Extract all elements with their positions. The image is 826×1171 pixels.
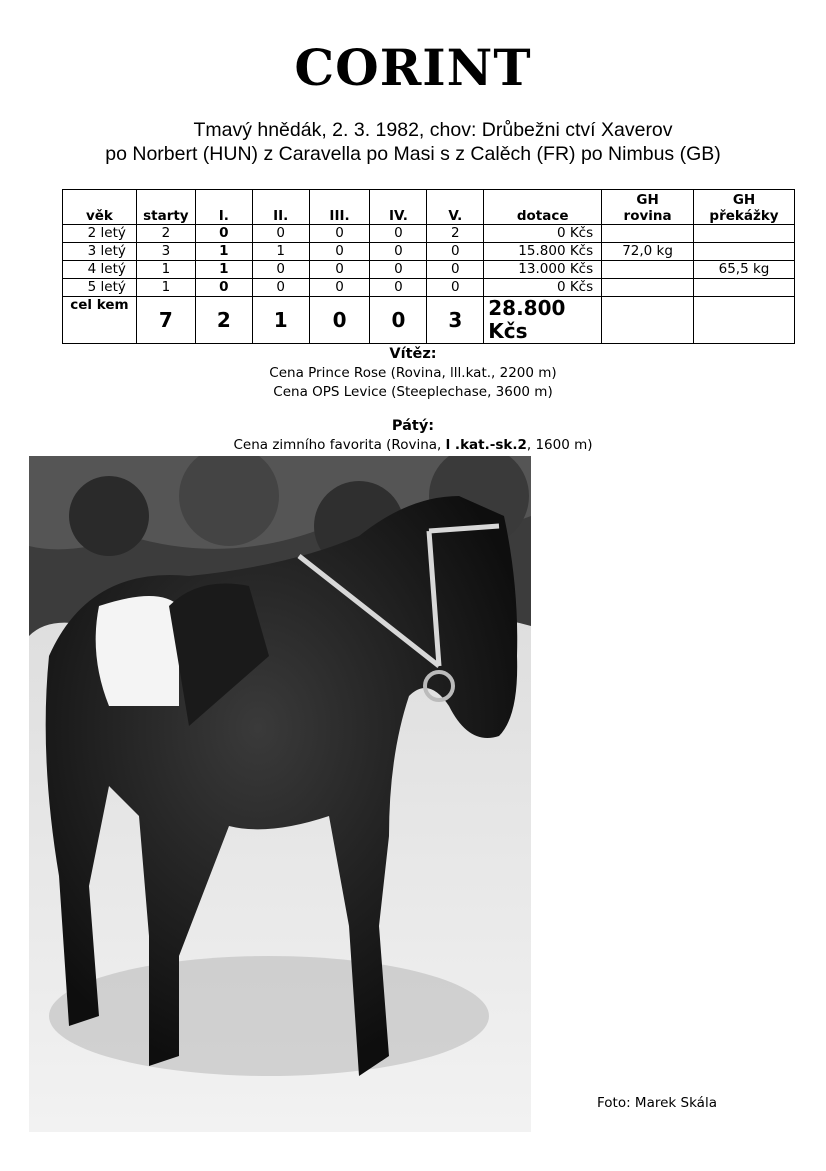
horse-pedigree: po Norbert (HUN) z Caravella po Masi s z Calěch (FR) po Nimbus (GB)	[105, 143, 721, 165]
header-second: II.	[252, 190, 309, 225]
fifth-race: Cena zimního favorita (Rovina, l .kat.-sk.2, 1600 m)	[233, 437, 593, 453]
header-starts: starty	[136, 190, 195, 225]
fifth-place-section	[0, 417, 826, 455]
header-gh-flat: GH rovina	[602, 190, 694, 225]
table-row: 3 letý 3 1 1 0 0 0 15.800 Kčs 72,0 kg	[63, 243, 795, 261]
winner-race: Cena OPS Levice (Steeplechase, 3600 m)	[273, 384, 553, 400]
header-gh-hurdles: GH překážky	[694, 190, 795, 225]
table-row: 5 letý 1 0 0 0 0 0 0 Kčs	[63, 279, 795, 297]
race-statistics-table	[62, 189, 795, 344]
header-fourth: IV.	[370, 190, 427, 225]
horse-photo	[29, 456, 531, 1132]
header-prize-money: dotace	[484, 190, 602, 225]
table-header-row	[63, 190, 795, 225]
header-age: věk	[63, 190, 137, 225]
horse-description: Tmavý hnědák, 2. 3. 1982, chov: Drůbežni ctví Xaverov	[193, 119, 673, 141]
table-row: 4 letý 1 1 0 0 0 0 13.000 Kčs 65,5 kg	[63, 261, 795, 279]
fifth-heading: Pátý:	[391, 418, 435, 434]
winner-race: Cena Prince Rose (Rovina, lll.kat., 2200 m)	[269, 365, 557, 381]
table-row: 2 letý 2 0 0 0 0 2 0 Kčs	[63, 225, 795, 243]
winner-heading: Vítěz:	[389, 346, 437, 362]
table-total-row: cel kem 7 2 1 0 0 3 28.800 Kčs	[63, 297, 795, 344]
header-third: III.	[309, 190, 370, 225]
photo-credit: Foto: Marek Skála	[597, 1095, 717, 1111]
header-fifth: V.	[427, 190, 484, 225]
header-first: I.	[195, 190, 252, 225]
page-title: CORINT	[294, 38, 532, 97]
winner-section	[0, 345, 826, 402]
